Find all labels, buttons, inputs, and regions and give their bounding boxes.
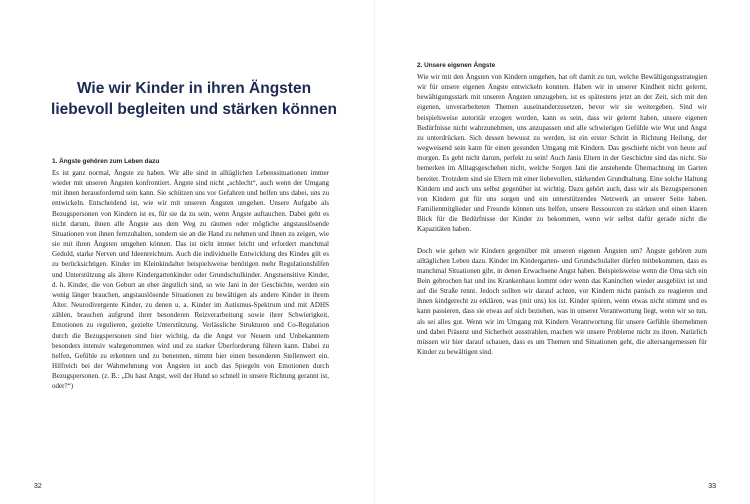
chapter-title-line-2: liebevoll begleiten und stärken können — [51, 101, 337, 118]
section-1-paragraph: Es ist ganz normal, Ängste zu haben. Wir alle sind in alltäglichen Lebenssituationen immer wieder mit unseren Ängsten konfrontiert. Ängste sind nicht „schlecht“, auch wenn der Umgang mit ihnen herausfordernd sein kann. Sie schützen uns vor Gefahren und helfen uns dabei, uns zu entwickeln. Entscheidend ist, wie wir mit unseren Ängsten umgehen. Unsere Aufgabe als Bezugspersonen von Kindern ist es, für sie da zu sein, wenn Ängste auftauchen. Dabei geht es nicht darum, ihnen alle Ängste aus dem Weg zu räumen oder mögliche angstauslösende Situationen von ihnen fernzuhalten, sondern sie an die Hand zu nehmen und ihnen zu zeigen, wie sie mit ihren Ängsten umgehen können. Das ist nicht immer leicht und erfordert manchmal Geduld, starke Nerven und Ideenreichtum. Auch die individuelle Entwicklung des Kindes gilt es zu berücksichtigen. Kinder im Kleinkindalter beispielsweise benötigen mehr Regulationshilfen und Unterstützung als ältere Kindergartenkinder oder Grundschulkinder. Angstsensitive Kinder, d. h. Kinder, die von Geburt an eher ängstlich sind, so wie Jani in der Geschichte, werden ein wenig länger brauchen, angstauslösende Situationen zu bewältigen als andere Kinder in ihrem Alter. Neurodivergente Kinder, zu denen u. a. Kinder im Autismus-Spektrum und mit ADHS zählen, brauchen aufgrund ihrer besonderen Reizverarbeitung sowie ihrer Schwierigkeit, Emotionen zu regulieren, gezielte Unterstützung. Verlässliche Strukturen und Co-Regulation durch die Bezugspersonen sind hier wichtig, da die Angst vor Neuem und Unbekanntem besonders intensiv wahrgenommen wird und zu starker Überforderung führen kann. Dabei zu helfen, Gefühle zu erkennen und zu benennen, nimmt hier einen besonderen Stellenwert ein. Hilfreich bei der Wahrnehmung von Ängsten ist auch das Spiegeln von Emotionen durch Bezugspersonen. (z. B.: „Du hast Angst, weil der Hund so schnell in unsere Richtung gerannt ist, oder?“) — [52, 169, 329, 391]
section-2-paragraph-2: Doch wie gehen wir Kindern gegenüber mit unseren eigenen Ängsten um? Ängste gehören zum alltäglichen Leben dazu. Kinder im Kindergarten- und Grundschulalter dürfen mitbekommen, dass es manchmal Situationen gibt, in denen Erwachsene Angst haben. Beispielsweise wenn die Oma sich ein Bein gebrochen hat und ins Krankenhaus kommt oder wenn das Kaninchen wieder ausgebüxt ist und auf die Straße rennt. Jedoch sollten wir darauf achten, vor Kindern nicht panisch zu reagieren und ihnen kindgerecht zu erklären, was (mit uns) los ist. Kinder spüren, wenn etwas nicht stimmt und es kann passieren, dass sie etwas auf sich beziehen, was in unserer Verantwortung liegt, wenn wir so tun, als sei alles gut. Wenn wir im Umgang mit Kindern Verantwortung für unsere Gefühle übernehmen und dabei Präsenz und Sicherheit ausstrahlen, machen wir unsere Probleme nicht zu ihren. Natürlich müssen wir hier darauf schauen, dass es um Themen und Situationen geht, die altersangemessen für Kinder zu bewältigen sind. — [417, 246, 707, 357]
section-heading-2: 2. Unsere eigenen Ängste — [417, 62, 496, 69]
section-2-paragraph-1: Wie wir mit den Ängsten von Kindern umgehen, hat oft damit zu tun, welche Bewältigungsstrategien wir für unsere eigenen Ängste entwickeln konnten. Haben wir in unserer Kindheit nicht gelernt, bewältigungsstark mit unseren Ängsten umzugehen, ist es spätestens jetzt an der Zeit, sich mit den eigenen, unverarbeiteten Themen auseinanderzusetzen, bevor wir sie weitergeben. Sind wir beispielsweise autoritär erzogen worden, kann es sein, dass wir gelernt haben, unsere eigenen Bedürfnisse nicht wahrzunehmen, uns anzupassen und alle schwierigen Gefühle wie Wut und Angst zu unterdrücken. Sich dessen bewusst zu werden, ist ein erster Schritt in Richtung Heilung, der wegweisend sein kann für einen gesunden Umgang mit Kindern. Das geschieht nicht von heute auf morgen. Es geht nicht darum, perfekt zu sein! Auch Janis Eltern in der Geschichte sind das nicht. Sie bemerken im Alltagsgeschehen nicht, welche Sorgen Jani die anstehende Übernachtung im Garten bereitet. Trotzdem sind sie Eltern mit einer liebevollen, stärkenden Grundhaltung. Eine solche Haltung Kindern und auch uns selbst gegenüber ist wichtig. Dazu gehört auch, dass wir als Bezugspersonen von Kindern gut für uns sorgen und ein unterstützendes Netzwerk an unserer Seite haben. Familienmitglieder und Freunde können uns helfen, unsere Ressourcen zu stärken und einen klaren Blick für die Bedürfnisse der Kinder zu bekommen, wenn wir selbst dafür gerade nicht die Kapazitäten haben. — [417, 73, 707, 234]
page-number-left: 32 — [34, 483, 42, 490]
left-text-column — [52, 157, 329, 391]
page-number-right: 33 — [708, 483, 716, 490]
right-text-column — [417, 61, 707, 357]
chapter-title — [50, 78, 338, 120]
chapter-title-line-1: Wie wir Kinder in ihren Ängsten — [76, 80, 312, 97]
right-page — [375, 0, 750, 504]
section-heading-1: 1. Ängste gehören zum Leben dazu — [52, 158, 160, 165]
